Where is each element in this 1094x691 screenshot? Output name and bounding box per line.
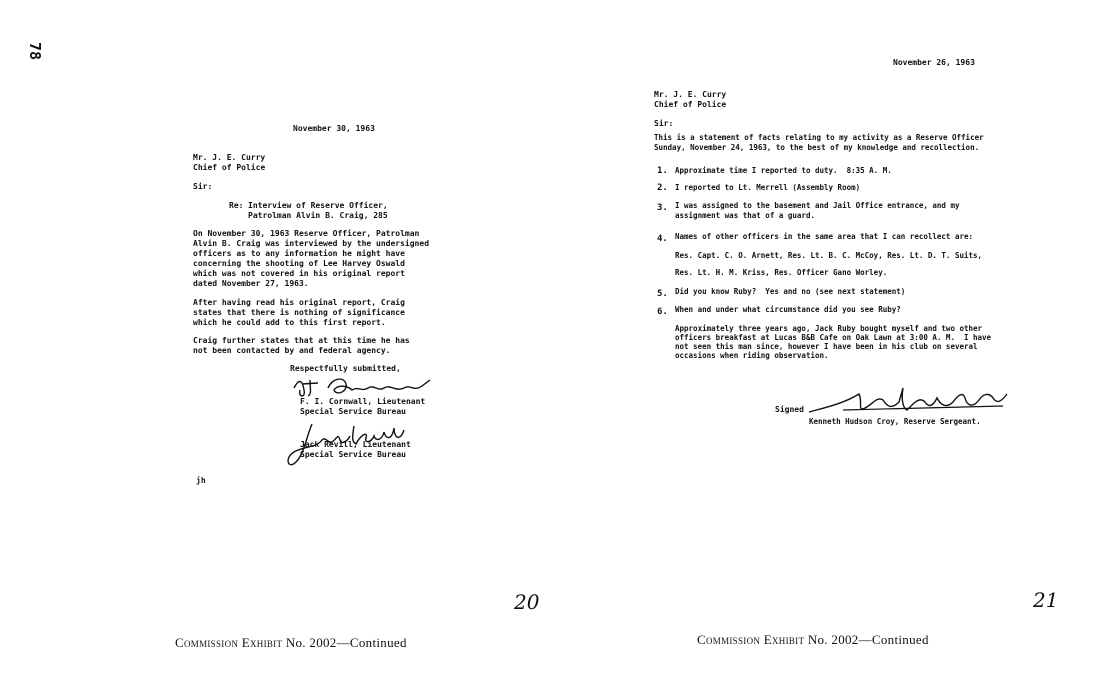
signer-name: Jack Revill, Lieutenant <box>300 440 411 449</box>
item-number: 5. <box>657 289 668 299</box>
signed-label: Signed <box>775 405 804 414</box>
signer-unit: Special Service Bureau <box>300 407 406 416</box>
closing: Respectfully submitted, <box>290 364 401 373</box>
item-text: Res. Lt. H. M. Kriss, Res. Officer Gano Worley. <box>675 268 888 277</box>
item-text: Res. Capt. C. O. Arnett, Res. Lt. B. C. McCoy, Res. Lt. D. T. Suits, <box>675 251 983 260</box>
item-number: 3. <box>657 203 668 213</box>
item-text: I reported to Lt. Merrell (Assembly Room) <box>675 183 861 192</box>
item-number: 4. <box>657 234 668 244</box>
intro-line: This is a statement of facts relating to my activity as a Reserve Officer <box>654 133 984 142</box>
signer-name: Kenneth Hudson Croy, Reserve Sergeant. <box>809 417 981 426</box>
paragraph-line: On November 30, 1963 Reserve Officer, Patrolman <box>193 229 420 238</box>
re-text-line: Interview of Reserve Officer, <box>248 201 388 210</box>
paragraph-line: which was not covered in his original report <box>193 269 405 278</box>
item-text: I was assigned to the basement and Jail Office entrance, and my <box>675 201 960 210</box>
item-text: Names of other officers in the same area that I can recollect are: <box>675 232 974 241</box>
item-number: 6. <box>657 307 668 317</box>
paragraph-line: After having read his original report, Craig <box>193 298 405 307</box>
exhibit-caption <box>175 635 407 651</box>
item-text: Approximate time I reported to duty. 8:35 A. M. <box>675 166 892 175</box>
paragraph-line: Craig further states that at this time he has <box>193 336 410 345</box>
item-text: assignment was that of a guard. <box>675 211 815 220</box>
item-number: 1. <box>657 166 668 176</box>
answer-line: occasions when riding observation. <box>675 351 829 360</box>
typist-initials: jh <box>196 476 206 485</box>
answer-line: not seen this man since, however I have been in his club on several <box>675 342 978 351</box>
handwritten-page-number: 20 <box>514 590 540 614</box>
caption-prefix: Commission Exhibit <box>697 632 805 647</box>
item-text: Did you know Ruby? Yes and no (see next statement) <box>675 287 906 296</box>
margin-page-number: 78 <box>26 41 45 61</box>
addressee-title: Chief of Police <box>193 163 266 172</box>
re-text-line: Patrolman Alvin B. Craig, 285 <box>248 211 388 220</box>
paragraph-line: which he could add to this first report. <box>193 318 386 327</box>
signer-name: F. I. Cornwall, Lieutenant <box>300 397 426 406</box>
paragraph-line: not been contacted by and federal agency. <box>193 346 391 355</box>
answer-line: Approximately three years ago, Jack Ruby bought myself and two other <box>675 324 983 333</box>
paragraph-line: states that there is nothing of significance <box>193 308 405 317</box>
answer-line: officers breakfast at Lucas B&B Cafe on Oak Lawn at 3:00 A. M. I have <box>675 333 992 342</box>
signature-croy <box>803 384 1013 420</box>
item-text: When and under what circumstance did you see Ruby? <box>675 305 901 314</box>
paragraph-line: dated November 27, 1963. <box>193 279 309 288</box>
addressee-name: Mr. J. E. Curry <box>193 153 266 162</box>
caption-suffix: No. 2002—Continued <box>804 632 929 647</box>
paragraph-line: concerning the shooting of Lee Harvey Oswald <box>193 259 405 268</box>
salutation: Sir: <box>193 182 213 191</box>
re-label: Re: <box>229 201 244 210</box>
intro-line: Sunday, November 24, 1963, to the best of my knowledge and recollection. <box>654 143 980 152</box>
signer-unit: Special Service Bureau <box>300 450 406 459</box>
letter-date: November 30, 1963 <box>293 124 375 133</box>
paragraph-line: Alvin B. Craig was interviewed by the undersigned <box>193 239 430 248</box>
caption-suffix: No. 2002—Continued <box>282 635 407 650</box>
handwritten-page-number: 21 <box>1033 588 1059 612</box>
addressee-title: Chief of Police <box>654 100 727 109</box>
letter-date: November 26, 1963 <box>893 58 975 67</box>
salutation: Sir: <box>654 119 674 128</box>
paragraph-line: officers as to any information he might have <box>193 249 405 258</box>
item-number: 2. <box>657 183 668 193</box>
addressee-name: Mr. J. E. Curry <box>654 90 727 99</box>
caption-prefix: Commission Exhibit <box>175 635 283 650</box>
exhibit-caption <box>697 632 929 648</box>
right-page <box>547 0 1094 691</box>
